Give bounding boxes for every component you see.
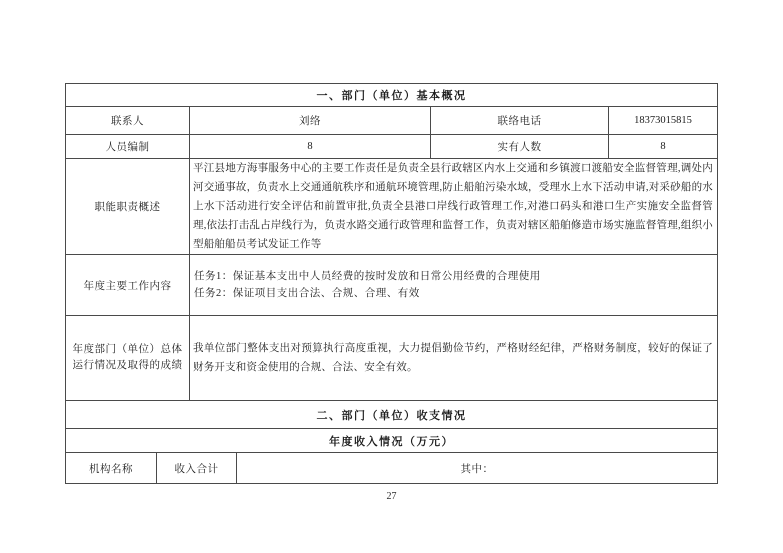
annual-tasks-row	[66, 255, 717, 316]
tasks-label: 年度主要工作内容	[66, 255, 190, 315]
budget-report-table	[65, 83, 718, 484]
income-total-header: 收入合计	[157, 453, 237, 483]
breakdown-header: 其中：	[460, 463, 494, 475]
section2-header-row	[66, 401, 717, 429]
contact-name: 刘络	[190, 107, 431, 134]
headcount-value: 8	[660, 141, 666, 152]
phone-number: 18373015815	[634, 115, 692, 126]
staffing-value: 8	[190, 135, 431, 158]
page-number: 27	[386, 491, 397, 502]
headcount-label: 实有人数	[431, 135, 609, 158]
staffing-row	[66, 135, 717, 159]
duties-content: 平江县地方海事服务中心的主要工作责任是负责全县行政辖区内水上交通和乡镇渡口渡船安全监督管理,调处内河交通事故，负责水上交通通航秩序和通航环境管理,防止船舶污染水域，受理水上水下活动申请,对采砂船的水上水下活动进行安全评估和前置审批,负责全县港口岸线行政管理工作,对港口码头和港口生产实施安全监督管理,依法打击乱占岸线行为，负责水路交通行政管理和监督工作，负责对辖区船舶修造市场实施监督管理,组织小型船舶船员考试发证工作等	[193, 163, 713, 250]
phone-label: 联络电话	[431, 107, 609, 134]
section1-title: 一、部门（单位）基本概况	[316, 90, 467, 102]
section1-header-row	[66, 84, 717, 107]
duties-row	[66, 159, 717, 255]
duties-label: 职能职责概述	[66, 159, 190, 254]
contact-label: 联系人	[66, 107, 190, 134]
section2-title: 二、部门（单位）收支情况	[316, 409, 467, 422]
overall-performance-row	[66, 316, 717, 401]
income-title-row	[66, 429, 717, 453]
overall-content: 我单位部门整体支出对预算执行高度重视，大力提倡勤俭节约，严格财经纪律，严格财务制度，较好的保证了财务开支和资金使用的合规、合法、安全有效。	[193, 343, 713, 373]
org-name-header: 机构名称	[66, 453, 157, 483]
staffing-label: 人员编制	[66, 135, 190, 158]
contact-row	[66, 107, 717, 135]
income-header-row	[66, 453, 717, 483]
tasks-content	[190, 255, 717, 315]
task-line-2: 任务2：保证项目支出合法、合规、合理、有效	[194, 288, 420, 299]
income-title: 年度收入情况（万元）	[329, 435, 454, 448]
overall-label: 年度部门（单位）总体运行情况及取得的成绩	[66, 316, 190, 400]
task-line-1: 任务1：保证基本支出中人员经费的按时发放和日常公用经费的合理使用	[194, 271, 541, 282]
